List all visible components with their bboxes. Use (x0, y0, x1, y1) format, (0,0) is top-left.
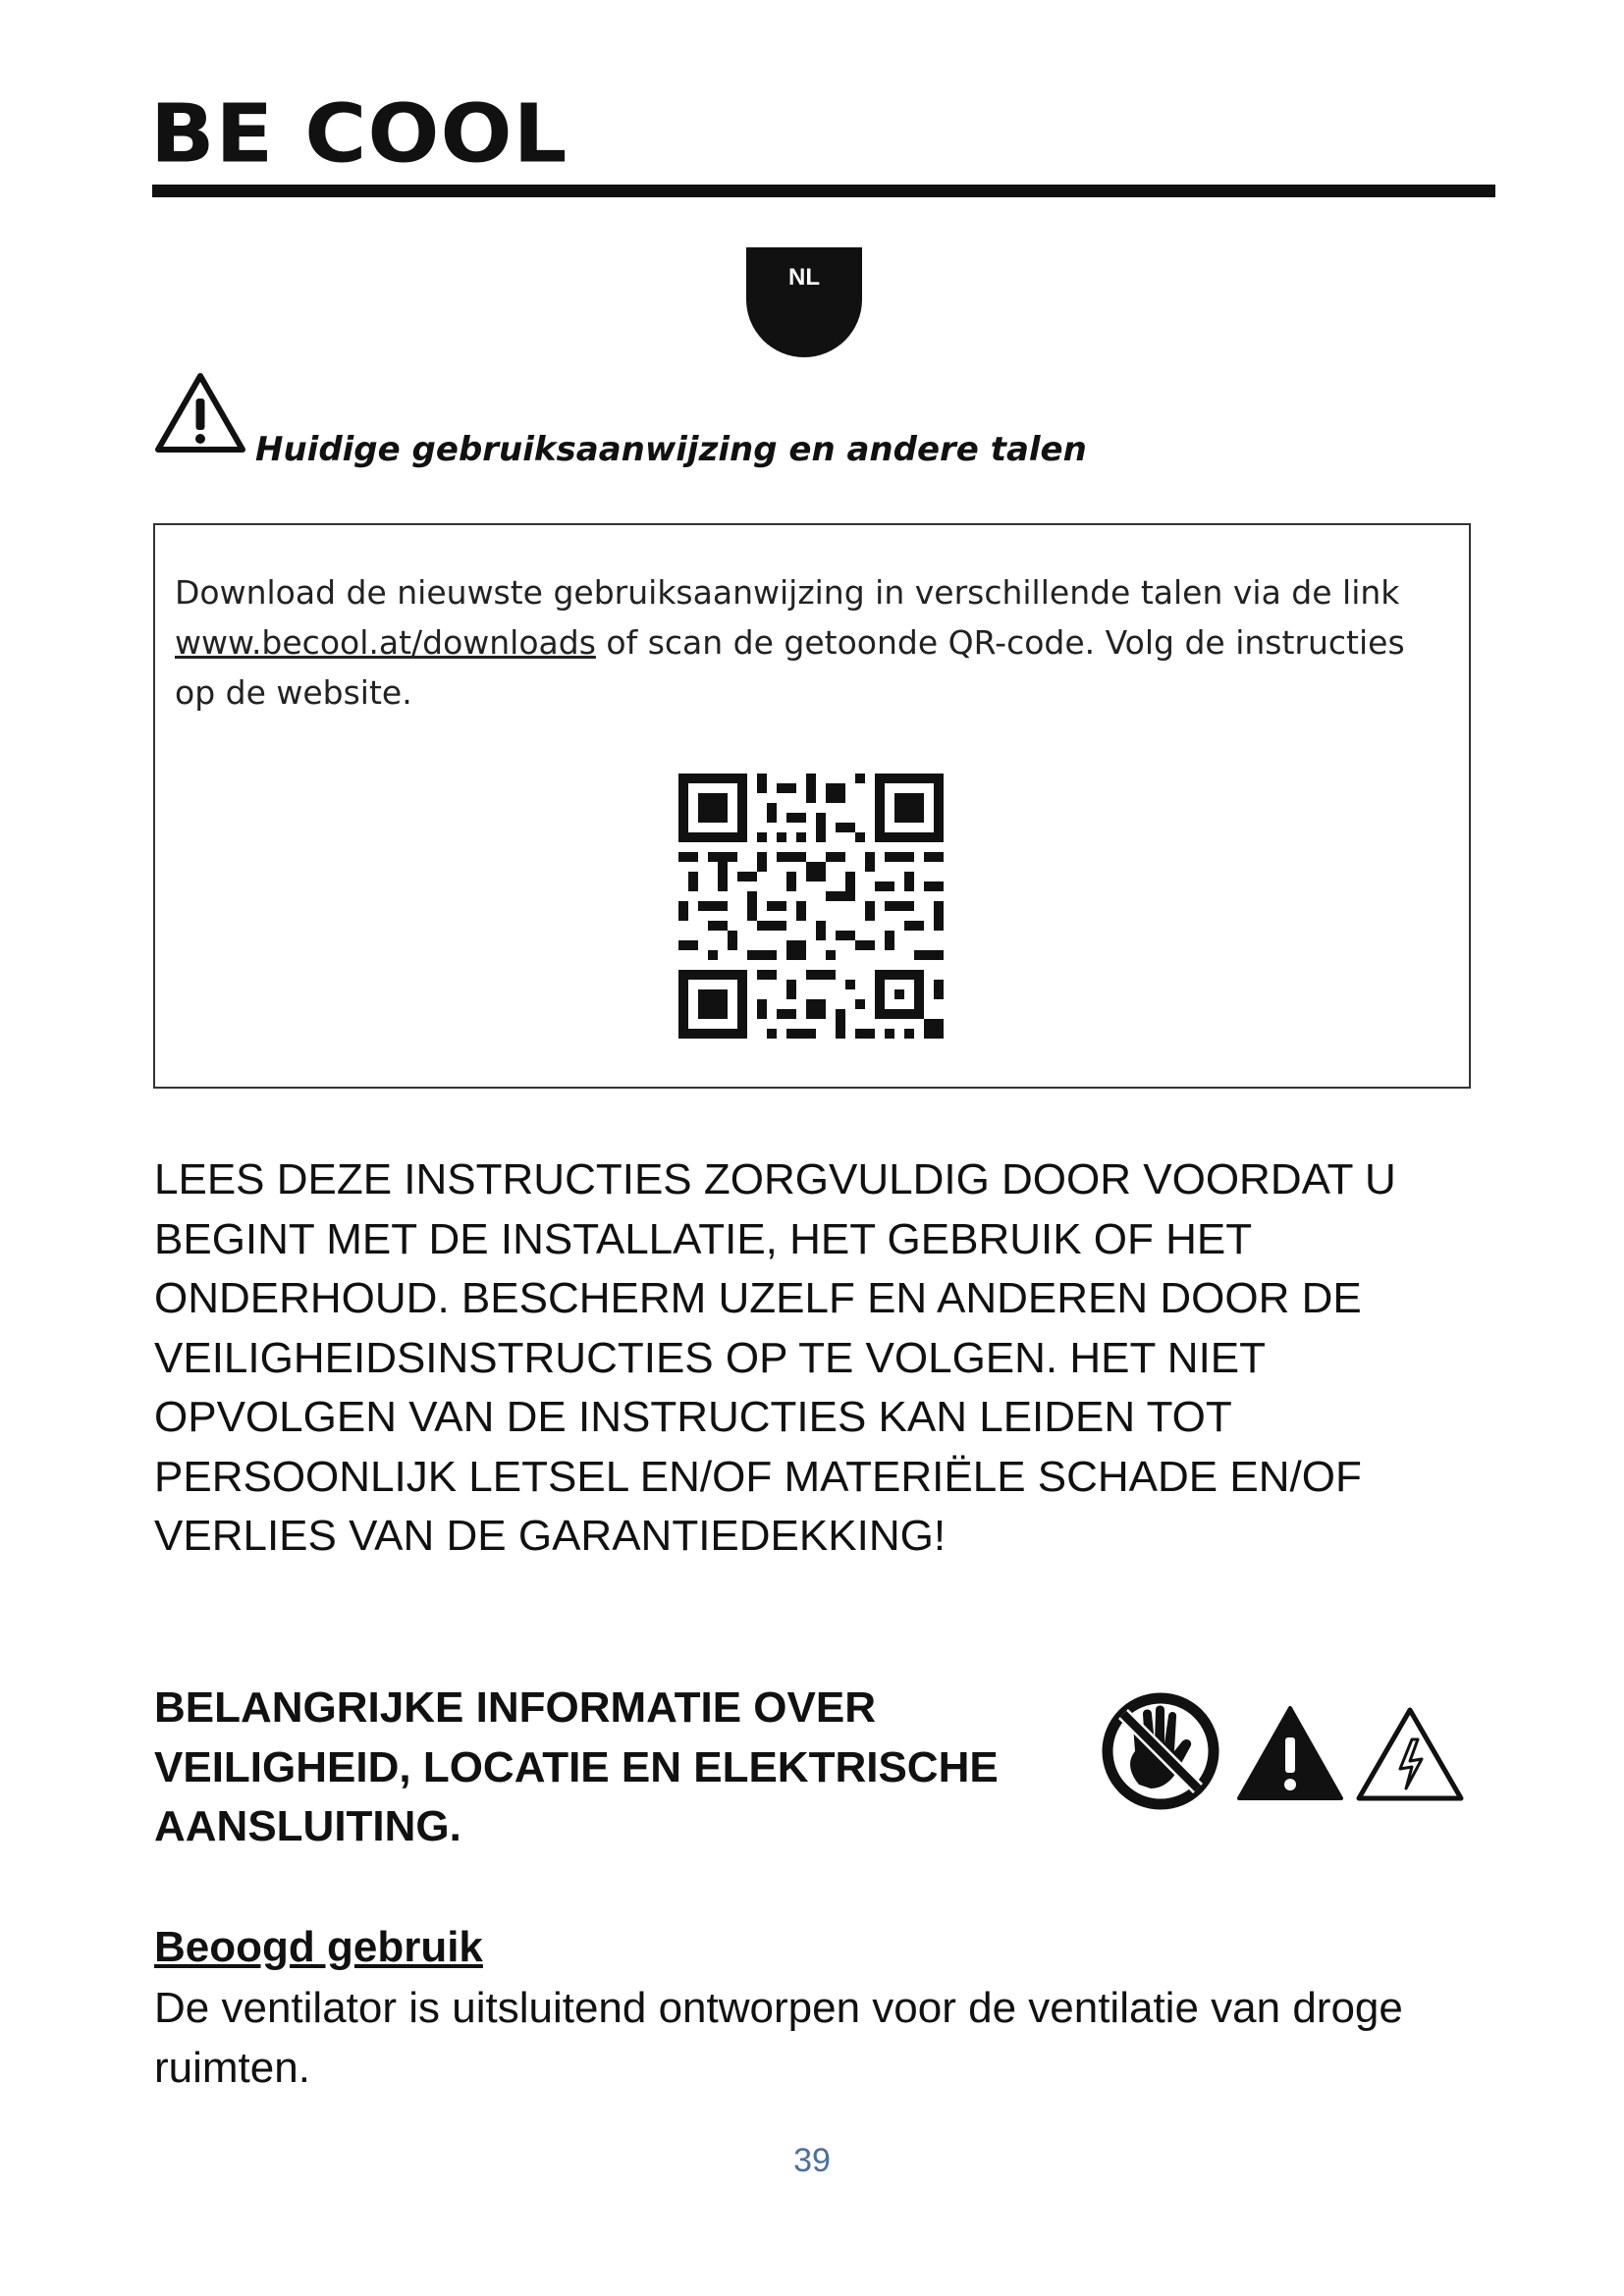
header-divider (152, 185, 1495, 197)
intended-use-heading: Beoogd gebruik (154, 1923, 483, 1971)
page-number: 39 (793, 2142, 831, 2179)
electric-hazard-icon (1359, 1710, 1461, 1798)
safety-warning-text: LEES DEZE INSTRUCTIES ZORGVULDIG DOOR VOORDAT U BEGINT MET DE INSTALLATIE, HET GEBRUIK OF HET ONDERHOUD. BESCHERM UZELF EN ANDEREN DOOR DE VEILIGHEIDSINSTRUCTIES OP TE VOLGEN. HET NIET OPVOLGEN VAN DE INSTRUCTIES KAN LEIDEN TOT PERSOONLIJK LETSEL EN/OF MATERIËLE SCHADE EN/OF VERLIES VAN DE GARANTIEDEKKING! (154, 1155, 1396, 1560)
download-text-after-link: of scan de getoonde QR-code. Volg de instructies op de website. (175, 623, 1405, 712)
safety-symbols (1100, 1690, 1473, 1818)
no-touch-hand-icon (1108, 1698, 1214, 1804)
qr-code-icon[interactable] (678, 774, 944, 1039)
language-tab: NL (746, 247, 862, 357)
download-info-box (153, 523, 1471, 1089)
download-text-before-link: Download de nieuwste gebruiksaanwijzing in verschillende talen via de link (175, 573, 1400, 612)
safety-section-heading: BELANGRIJKE INFORMATIE OVER VEILIGHEID, LOCATIE EN ELEKTRISCHE AANSLUITING. (154, 1683, 999, 1850)
warning-triangle-icon (153, 371, 247, 455)
intended-use-text: De ventilator is uitsluitend ontworpen voor de ventilatie van droge ruimten. (154, 1984, 1403, 2092)
warning-title: Huidige gebruiksaanwijzing en andere talen (255, 430, 1087, 469)
brand-logo: BE COOL (150, 87, 568, 182)
download-instructions (175, 567, 1451, 718)
downloads-link[interactable]: www.becool.at/downloads (175, 623, 596, 662)
exclamation-triangle-icon (1239, 1708, 1341, 1798)
